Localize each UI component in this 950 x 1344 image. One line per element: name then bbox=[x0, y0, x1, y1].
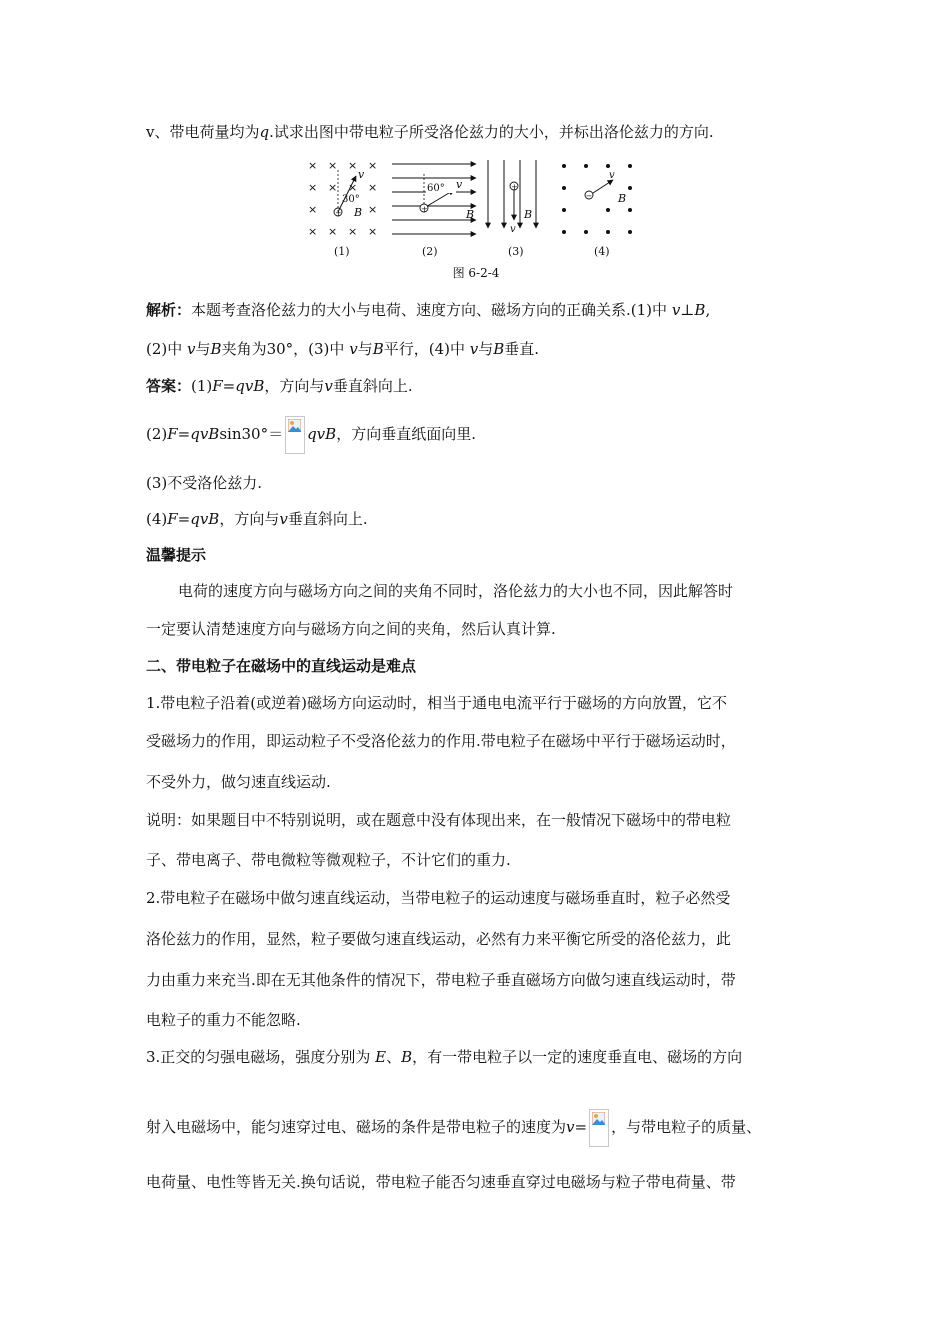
svg-text:(2): (2) bbox=[422, 245, 438, 258]
svg-text:×: × bbox=[308, 159, 318, 172]
para-3-line-1: 3.正交的匀强电磁场，强度分别为 E、B，有一带电粒子以一定的速度垂直电、磁场的方向 bbox=[146, 1048, 743, 1066]
panel-1 bbox=[308, 159, 377, 258]
svg-text:×: × bbox=[348, 159, 358, 172]
para-1-line-2: 受磁场力的作用，即运动粒子不受洛伦兹力的作用.带电粒子在磁场中平行于磁场运动时， bbox=[146, 732, 736, 750]
answer-line-1: 答案：(1)F=qvB，方向与v垂直斜向上. bbox=[146, 377, 413, 395]
para-3-line-2: 射入电磁场中，能匀速穿过电、磁场的条件是带电粒子的速度为v= ，与带电粒子的质量、 bbox=[146, 1107, 761, 1147]
svg-text:×: × bbox=[308, 181, 318, 194]
svg-text:(1): (1) bbox=[334, 245, 350, 258]
para-2-line-1: 2.带电粒子在磁场中做匀速直线运动，当带电粒子的运动速度与磁场垂直时，粒子必然受 bbox=[146, 889, 731, 907]
para-2-line-4: 电粒子的重力不能忽略. bbox=[146, 1011, 301, 1029]
panel-3 bbox=[488, 160, 536, 258]
svg-text:B: B bbox=[524, 208, 533, 221]
panel-4 bbox=[562, 164, 632, 258]
svg-text:×: × bbox=[368, 203, 378, 216]
svg-text:×: × bbox=[308, 203, 318, 216]
svg-text:+: + bbox=[421, 204, 428, 214]
tip-line-1: 电荷的速度方向与磁场方向之间的夹角不同时，洛伦兹力的大小也不同，因此解答时 bbox=[178, 582, 734, 600]
para-2-line-3: 力由重力来充当.即在无其他条件的情况下，带电粒子垂直磁场方向做匀速直线运动时，带 bbox=[146, 971, 736, 989]
tip-title: 温馨提示 bbox=[146, 546, 207, 564]
answer-line-2: (2)F=qvBsin30°＝ qvB，方向垂直纸面向里. bbox=[146, 414, 476, 454]
para-3-line-3: 电荷量、电性等皆无关.换句话说，带电粒子能否匀速垂直穿过电磁场与粒子带电荷量、带 bbox=[146, 1173, 736, 1191]
velocity-fraction-image-placeholder bbox=[589, 1109, 609, 1147]
intro-line: v、带电荷量均为q.试求出图中带电粒子所受洛伦兹力的大小，并标出洛伦兹力的方向. bbox=[146, 123, 714, 141]
svg-text:(3): (3) bbox=[508, 245, 524, 258]
svg-text:B: B bbox=[466, 208, 475, 221]
svg-text:v: v bbox=[510, 224, 516, 235]
svg-text:×: × bbox=[368, 225, 378, 238]
svg-text:30°: 30° bbox=[342, 194, 360, 205]
svg-text:×: × bbox=[348, 181, 358, 194]
panel-2 bbox=[392, 164, 476, 258]
answer-line-4: (4)F=qvB，方向与v垂直斜向上. bbox=[146, 510, 368, 528]
para-1-line-1: 1.带电粒子沿着(或逆着)磁场方向运动时，相当于通电电流平行于磁场的方向放置，它不 bbox=[146, 694, 728, 712]
para-1-line-3: 不受外力，做匀速直线运动. bbox=[146, 773, 331, 791]
answer-line-3: (3)不受洛伦兹力. bbox=[146, 474, 263, 492]
svg-text:v: v bbox=[609, 170, 615, 181]
svg-text:v: v bbox=[456, 178, 463, 191]
svg-text:×: × bbox=[328, 225, 338, 238]
svg-text:B: B bbox=[618, 192, 627, 205]
para-2-line-2: 洛伦兹力的作用，显然，粒子要做匀速直线运动，必然有力来平衡它所受的洛伦兹力，此 bbox=[146, 930, 732, 948]
svg-text:+: + bbox=[511, 182, 518, 192]
figure-6-2-4 bbox=[296, 156, 656, 280]
svg-text:+: + bbox=[335, 208, 342, 218]
svg-text:×: × bbox=[308, 225, 318, 238]
image-icon bbox=[288, 419, 301, 432]
svg-text:×: × bbox=[368, 181, 378, 194]
svg-text:−: − bbox=[585, 191, 593, 201]
analysis-line-2: (2)中 v与B夹角为30°，(3)中 v与B平行，(4)中 v与B垂直. bbox=[146, 340, 540, 358]
magnetic-field-diagram bbox=[296, 156, 656, 264]
velocity-arrow-4 bbox=[593, 180, 613, 193]
note-line-1: 说明：如果题目中不特别说明，或在题意中没有体现出来，在一般情况下磁场中的带电粒 bbox=[146, 811, 732, 829]
svg-text:(4): (4) bbox=[594, 245, 610, 258]
svg-text:60°: 60° bbox=[427, 183, 445, 194]
figure-caption: 图 6-2-4 bbox=[452, 266, 500, 280]
svg-text:×: × bbox=[368, 159, 378, 172]
analysis-line-1: 解析：本题考查洛伦兹力的大小与电荷、速度方向、磁场方向的正确关系.(1)中 v⊥B, bbox=[146, 301, 711, 319]
svg-text:×: × bbox=[328, 181, 338, 194]
tip-line-2: 一定要认清楚速度方向与磁场方向之间的夹角，然后认真计算. bbox=[146, 620, 556, 638]
svg-text:×: × bbox=[348, 225, 358, 238]
svg-text:v: v bbox=[358, 168, 365, 181]
section-2-title: 二、带电粒子在磁场中的直线运动是难点 bbox=[146, 657, 417, 675]
image-icon bbox=[592, 1112, 605, 1125]
fraction-image-placeholder bbox=[285, 416, 305, 454]
svg-text:×: × bbox=[328, 159, 338, 172]
svg-text:B: B bbox=[354, 206, 363, 219]
note-line-2: 子、带电离子、带电微粒等微观粒子，不计它们的重力. bbox=[146, 851, 511, 869]
